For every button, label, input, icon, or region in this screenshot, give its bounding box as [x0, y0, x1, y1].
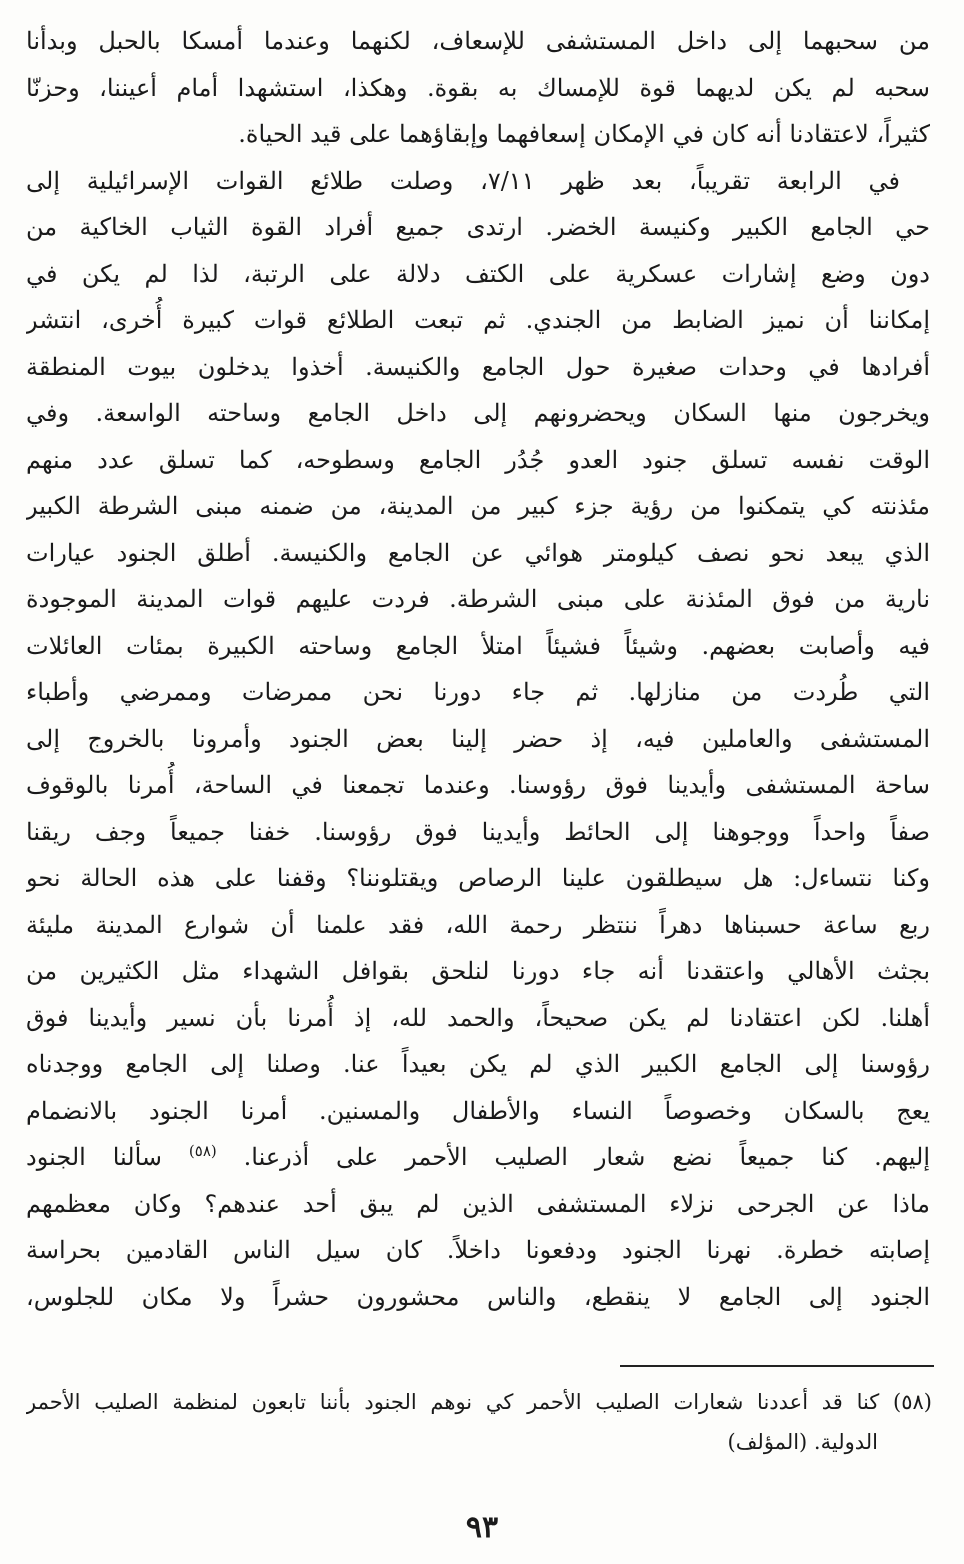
text-line: المستشفى والعاملين فيه، إذ حضر إلينا بعض الجنود وأمرونا بالخروج إلى — [26, 724, 930, 753]
text-line: الذي يبعد نحو نصف كيلومتر هوائي عن الجامع والكنيسة. أطلق الجنود عيارات — [26, 538, 930, 567]
text-line: أفرادها في وحدات صغيرة حول الجامع والكنيسة. أخذوا يدخلون بيوت المنطقة — [26, 352, 930, 381]
text-line: كثيراً، لاعتقادنا أنه كان في الإمكان إسعافهما وإبقاؤهما على قيد الحياة. — [238, 120, 930, 148]
text-line: التي طُردت من منازلها. ثم جاء دورنا نحن ممرضات وممرضي وأطباء — [26, 678, 930, 706]
footnote-divider — [620, 1365, 934, 1367]
footnote-reference[interactable]: (٥٨) — [188, 1142, 217, 1160]
text-line: الجنود إلى الجامع لا ينقطع، والناس محشورون حشراً ولا مكان للجلوس، — [26, 1282, 930, 1311]
text-line: مئذنته كي يتمكنوا من رؤية جزء كبير من المدينة، من ضمنه مبنى الشرطة الكبير — [26, 492, 930, 520]
text-line: صفاً واحداً ووجوهنا إلى الحائط وأيدينا فوق رؤوسنا. خفنا جميعاً وجف ريقنا — [26, 817, 930, 846]
footnote-line: الدولية. (المؤلف) — [727, 1430, 878, 1454]
text-line: حي الجامع الكبير وكنيسة الخضر. ارتدى جميع أفراد القوة الثياب الخاكية من — [26, 213, 930, 241]
text-line: الوقت نفسه تسلق جنود العدو جُدُر الجامع وسطوحه، كما تسلق عدد منهم — [26, 445, 930, 474]
text-line: يعج بالسكان وخصوصاً النساء والأطفال والمسنين. أمرنا الجنود بالانضمام — [26, 1096, 930, 1125]
text-segment: إليهم. كنا جميعاً نضع شعار الصليب الأحمر على أذرعنا. — [243, 1143, 930, 1171]
text-segment: سألنا الجنود — [26, 1143, 162, 1171]
footnote — [26, 1382, 932, 1462]
text-line: ساحة المستشفى وأيدينا فوق رؤوسنا. وعندما تجمعنا في الساحة، أُمرنا بالوقوف — [26, 771, 930, 799]
text-line: فيه وأصابت بعضهم. وشيئاً فشيئاً امتلأ الجامع وساحته الكبيرة بمئات العائلات — [26, 631, 930, 660]
text-line: دون وضع إشارات عسكرية على الكتف دلالة على الرتبة، لذا لم يكن في — [26, 259, 930, 288]
text-line: ماذا عن الجرحى نزلاء المستشفى الذين لم يبق أحد عندهم؟ وكان معظمهم — [26, 1189, 930, 1218]
page-number: ٩٣ — [465, 1510, 499, 1545]
text-line: ويخرجون منها السكان ويحضرونهم إلى داخل الجامع وساحته الواسعة. وفي — [26, 399, 930, 427]
text-line: نارية من فوق المئذنة على مبنى الشرطة. فردت عليهم قوات المدينة الموجودة — [26, 585, 930, 613]
body-text — [26, 18, 930, 1320]
text-line: وكنا نتساءل: هل سيطلقون علينا الرصاص ويقتلوننا؟ وقفنا على هذه الحالة نحو — [26, 864, 930, 892]
text-line: من سحبهما إلى داخل المستشفى للإسعاف، لكنهما وعندما أمسكا بالحبل وبدأنا — [26, 27, 930, 55]
text-line: إمكاننا أن نميز الضابط من الجندي. ثم تبعت الطلائع قوات كبيرة أُخرى، انتشر — [26, 306, 930, 334]
text-line-with-footnote-ref — [26, 1134, 930, 1181]
text-line: إصابته خطرة. نهرنا الجنود ودفعونا داخلاً. كان سيل الناس القادمين بحراسة — [26, 1236, 930, 1264]
footnote-line: (٥٨) كنا قد أعددنا شعارات الصليب الأحمر كي نوهم الجنود بأننا تابعون لمنظمة الصليب الأحمر — [26, 1390, 932, 1414]
text-line: رؤوسنا إلى الجامع الكبير الذي لم يكن بعيداً عنا. وصلنا إلى الجامع ووجدناه — [26, 1050, 930, 1078]
text-line: ربع ساعة حسبناها دهراً ننتظر رحمة الله، فقد علمنا أن شوارع المدينة مليئة — [26, 910, 930, 939]
text-line: في الرابعة تقريباً، بعد ظهر ٧/١١، وصلت طلائع القوات الإسرائيلية إلى — [26, 166, 900, 195]
text-line: سحبه لم يكن لديهما قوة للإمساك به بقوة. وهكذا، استشهدا أمام أعيننا، وحزنّا — [26, 73, 930, 102]
text-line: بجثث الأهالي واعتقدنا أنه جاء دورنا لنلحق بقوافل الشهداء مثل الكثيرين من — [26, 957, 930, 985]
text-line: أهلنا. لكن اعتقادنا لم يكن صحيحاً، والحمد لله، إذ أُمرنا بأن نسير وأيدينا فوق — [26, 1003, 930, 1032]
